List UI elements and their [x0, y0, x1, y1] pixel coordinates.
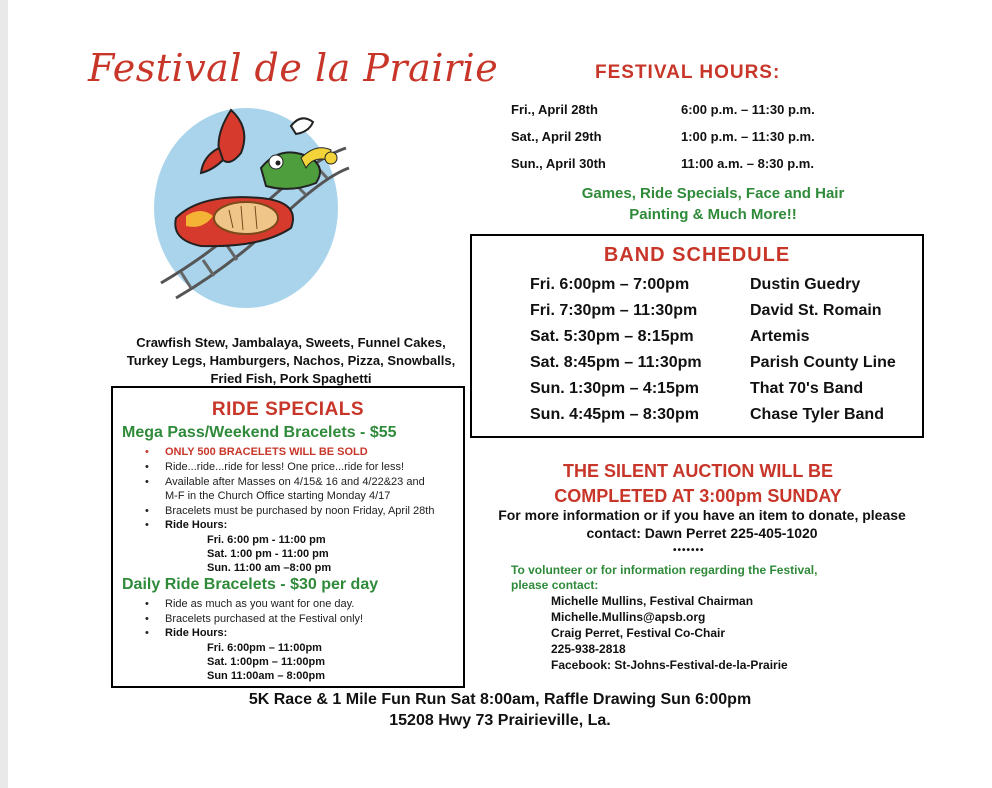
hours-time: 6:00 p.m. – 11:30 p.m.: [681, 102, 815, 117]
list-item: • Ride Hours:: [145, 519, 228, 531]
band-schedule-box: [470, 234, 924, 438]
daily-bracelets-heading: Daily Ride Bracelets - $30 per day: [122, 576, 379, 593]
ride-specials-heading: RIDE SPECIALS: [211, 399, 365, 420]
auction-line: COMPLETED AT 3:00pm SUNDAY: [554, 486, 842, 506]
band-name: David St. Romain: [750, 302, 882, 319]
mega-ride-hours: Sun. 11:00 am –8:00 pm: [207, 562, 332, 574]
festival-title: Festival de la Prairie: [88, 46, 499, 90]
volunteer-intro: To volunteer or for information regarding the Festival,: [511, 563, 818, 577]
hours-day: Sat., April 29th: [511, 129, 602, 144]
band-time: Sun. 4:45pm – 8:30pm: [530, 406, 699, 423]
flyer-page: [8, 0, 992, 788]
contact-line: Michelle.Mullins@apsb.org: [551, 610, 706, 624]
daily-ride-hours: Fri. 6:00pm – 11:00pm: [207, 642, 322, 654]
list-item: • Ride as much as you want for one day.: [145, 598, 355, 610]
list-item: • Available after Masses on 4/15& 16 and 4/22&23 and: [145, 476, 425, 488]
race-raffle-info: 5K Race & 1 Mile Fun Run Sat 8:00am, Raffle Drawing Sun 6:00pm: [248, 691, 752, 708]
hours-day: Sun., April 30th: [511, 156, 606, 171]
band-time: Fri. 6:00pm – 7:00pm: [530, 276, 690, 293]
band-name: Dustin Guedry: [750, 276, 861, 293]
silent-auction-heading: [498, 459, 898, 509]
auction-line: THE SILENT AUCTION WILL BE: [563, 461, 833, 481]
daily-ride-hours: Sat. 1:00pm – 11:00pm: [207, 656, 326, 668]
list-item: • Ride...ride...ride for less! One price...ride for less!: [145, 461, 405, 473]
volunteer-intro: please contact:: [511, 578, 599, 592]
festival-mascot-illustration: [141, 98, 351, 318]
list-item: • Bracelets must be purchased by noon Friday, April 28th: [145, 505, 435, 517]
festival-hours-heading: FESTIVAL HOURS:: [595, 62, 781, 83]
band-name: That 70's Band: [750, 380, 864, 397]
auction-contact-info: For more information or if you have an item to donate, please contact: Dawn Perret 225-405-1020: [498, 507, 906, 541]
festival-address: 15208 Hwy 73 Prairieville, La.: [389, 712, 611, 729]
hours-time: 11:00 a.m. – 8:30 p.m.: [681, 156, 814, 171]
daily-ride-hours: Sun 11:00am – 8:00pm: [207, 670, 326, 682]
contact-line: Craig Perret, Festival Co-Chair: [551, 626, 726, 640]
band-time: Sat. 5:30pm – 8:15pm: [530, 328, 694, 345]
band-time: Sun. 1:30pm – 4:15pm: [530, 380, 699, 397]
list-item: M-F in the Church Office starting Monday 4/17: [165, 490, 391, 502]
band-name: Chase Tyler Band: [750, 406, 884, 423]
contact-line: Facebook: St-Johns-Festival-de-la-Prairie: [551, 658, 788, 672]
rollercoaster-crawfish-icon: [141, 98, 351, 313]
mega-ride-hours: Sat. 1:00 pm - 11:00 pm: [207, 548, 329, 560]
contact-line: Michelle Mullins, Festival Chairman: [551, 594, 754, 608]
band-schedule-heading: BAND SCHEDULE: [603, 244, 791, 266]
mega-ride-hours: Fri. 6:00 pm - 11:00 pm: [207, 534, 326, 546]
mega-pass-heading: Mega Pass/Weekend Bracelets - $55: [122, 424, 397, 441]
hours-day: Fri., April 28th: [511, 102, 598, 117]
list-item: • ONLY 500 BRACELETS WILL BE SOLD: [145, 446, 368, 458]
ride-specials-box: [111, 386, 465, 688]
list-item: • Bracelets purchased at the Festival only!: [145, 613, 364, 625]
separator-dots: •••••••: [673, 545, 705, 556]
band-time: Sat. 8:45pm – 11:30pm: [530, 354, 702, 371]
activities-tagline: Games, Ride Specials, Face and Hair Painting & Much More!!: [581, 185, 845, 223]
band-name: Parish County Line: [750, 354, 896, 371]
band-name: Artemis: [750, 328, 810, 345]
band-time: Fri. 7:30pm – 11:30pm: [530, 302, 698, 319]
list-item: • Ride Hours:: [145, 627, 228, 639]
food-list: Crawfish Stew, Jambalaya, Sweets, Funnel Cakes, Turkey Legs, Hamburgers, Nachos, Pizza, Snowballs, Fried Fish, Pork Spaghetti: [126, 335, 456, 386]
contact-line: 225-938-2818: [551, 642, 626, 656]
hours-time: 1:00 p.m. – 11:30 p.m.: [681, 129, 815, 144]
